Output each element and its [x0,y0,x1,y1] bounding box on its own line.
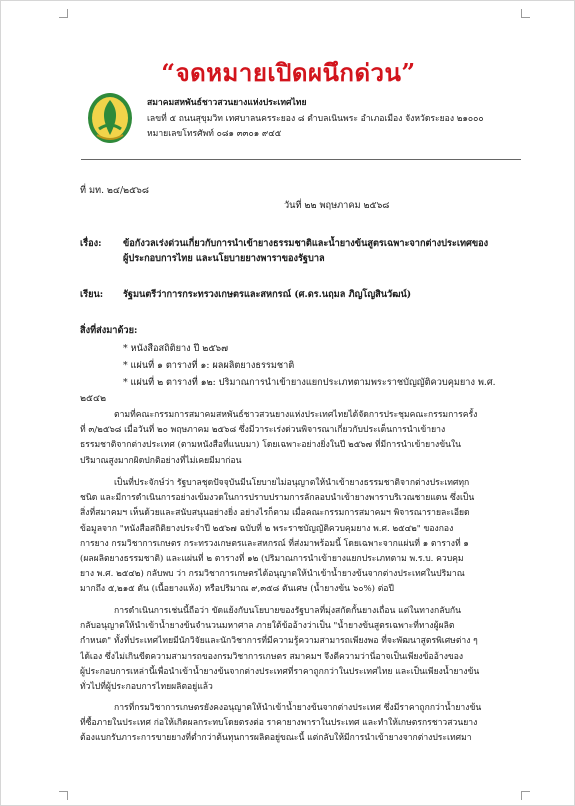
body-line: ที่ซื้อภายในประเทศ ก่อให้เกิดผลกระทบโดยตรงต่อ ราคายางพาราในประเทศ และทำให้เกษตรกรชาวสวนยาง [80,718,478,729]
body-line: ปริมาณสูงมากผิดปกติอย่างที่ไม่เคยมีมาก่อน [80,455,242,466]
org-letterhead [147,96,484,143]
recipient: รัฐมนตรีว่าการกระทรวงเกษตรและสหกรณ์ (ศ.ดร.นฤมล ภิญโญสินวัฒน์) [123,289,412,300]
body-line: กำหนด" ทั้งที่ประเทศไทยมีนักวิจัยและนักวิชาการที่มีความรู้ความสามารถเพียงพอ ที่จะพัฒนาสูตรพิเศษต่าง ๆ [80,636,478,647]
body-line: (ผลผลิตยางธรรมชาติ) และแผ่นที่ ๒ ตารางที่ ๑๒ (ปริมาณการนำเข้ายางแยกประเภทตาม พ.ร.บ. ควบคุม [80,554,464,565]
letter-headline: “จดหมายเปิดผนึกด่วน” [161,58,416,87]
body-line: ผู้ประกอบการเหล่านี้เพื่อนำเข้าน้ำยางข้นจากต่างประเทศที่ราคาถูกกว่าในประเทศไทย และเป็นเพียงน้ำยางข้น [80,666,480,677]
body-line: ได้เอง ซึ่งไม่เกินขีดความสามารถของกรมวิชาการเกษตร สมาคมฯ จึงตีความว่านี่อาจเป็นเพียงข้ออ้างของ [80,651,464,662]
body-paragraph-3 [80,604,519,695]
crop-mark [59,791,68,800]
letter-date: วันที่ ๒๒ พฤษภาคม ๒๕๖๘ [284,200,390,211]
org-name: สมาคมสหพันธ์ชาวสวนยางแห่งประเทศไทย [147,98,307,108]
attachment-item: * แผ่นที่ ๑ ตารางที่ ๑: ผลผลิตยางธรรมชาติ [123,360,295,371]
crop-mark [521,791,530,800]
attachment-item: * หนังสือสถิติยาง ปี ๒๕๖๗ [123,343,229,354]
body-line: ที่ ๓/๒๕๖๘ เมื่อวันที่ ๒๐ พฤษภาคม ๒๕๖๘ ซึ่งมีวาระเร่งด่วนพิจารณาเกี่ยวกับประเด็นการนำเข้ายาง [80,425,446,436]
body-line: การที่กรมวิชาการเกษตรยังคงอนุญาตให้นำเข้าน้ำยางข้นจากต่างประเทศ ซึ่งมีราคาถูกกว่าน้ำยางข้น [114,703,482,713]
crop-mark [59,9,68,18]
org-phone: หมายเลขโทรศัพท์ ๐๘๑ ๓๓๐๑ ๙๔๕ [147,129,282,139]
subject-label: เรื่อง: [80,238,102,249]
body-line: กลับอนุญาตให้นำเข้าน้ำยางข้นจำนวนมหาศาล ภายใต้ข้ออ้างว่าเป็น "น้ำยางข้นสูตรเฉพาะที่ทางผู้ผลิต [80,621,455,632]
body-line: สิ่งที่สมาคมฯ เห็นด้วยและสนับสนุนอย่างยิ่ง อย่างไรก็ตาม เมื่อคณะกรรมการสมาคมฯ พิจารณารายละเอียด [80,508,470,519]
body-line: ข้อมูลจาก "หนังสือสถิติยางประจำปี ๒๕๖๗ ฉบับที่ ๒ พระราชบัญญัติควบคุมยาง พ.ศ. ๒๕๔๒" ของกอง [80,523,454,534]
body-paragraph-2 [80,476,519,598]
subject-line-2: ผู้ประกอบการไทย และนโยบายยางพาราของรัฐบาล [123,253,325,264]
body-line: ชนิด และมีการดำเนินการอย่างเข้มงวดในการปราบปรามการลักลอบนำเข้ายางพาราบริเวณชายแดน ซึ่งเป็น [80,493,475,504]
attachments-label: สิ่งที่ส่งมาด้วย: [80,325,138,336]
body-line: ยาง พ.ศ. ๒๕๔๒) กลับพบ ว่า กรมวิชาการเกษตรได้อนุญาตให้นำเข้าน้ำยางข้นจากต่างประเทศในปริมาณ [80,569,465,580]
body-line: ตามที่คณะกรรมการสมาคมสหพันธ์ชาวสวนยางแห่งประเทศไทยได้จัดการประชุมคณะกรรมการครั้ง [114,410,478,420]
body-paragraph-4 [80,701,519,747]
to-label: เรียน: [80,289,104,300]
body-line: ทั่วไปที่ผู้ประกอบการไทยผลิตอยู่แล้ว [80,682,213,693]
body-line: เป็นที่ประจักษ์ว่า รัฐบาลชุดปัจจุบันมีนโยบายไม่อนุญาตให้นำเข้ายางธรรมชาติจากต่างประเทศทุก [114,478,470,488]
body-line: การยาง กรมวิชาการเกษตร กระทรวงเกษตรและสหกรณ์ ที่ส่งมาพร้อมนี้ โดยเฉพาะจากแผ่นที่ ๑ ตารางที่ ๑ [80,538,469,549]
subject-line-1: ข้อกังวลเร่งด่วนเกี่ยวกับการนำเข้ายางธรรมชาติและน้ำยางข้นสูตรเฉพาะจากต่างประเทศของ [123,238,489,249]
body-paragraph-1 [80,408,519,469]
crop-mark [521,9,530,18]
header-divider [81,159,521,160]
attachment-item: * แผ่นที่ ๒ ตารางที่ ๑๒: ปริมาณการนำเข้ายางแยกประเภทตามพระราชบัญญัติควบคุมยาง พ.ศ. [123,377,496,388]
body-line: ต้องแบกรับภาระการขายยางที่ต่ำกว่าต้นทุนการผลิตอยู่ขณะนี้ แต่กลับให้มีการนำเข้ายางจากต่างประเทศมา [80,733,472,744]
attachment-item-continued: ๒๕๔๒ [80,393,107,404]
association-logo-icon [85,91,135,145]
body-line: การดำเนินการเช่นนี้ถือว่า ขัดแย้งกับนโยบายของรัฐบาลที่มุ่งสกัดกั้นยางเถื่อน แต่ในทางกลับกัน [114,606,461,616]
reference-number: ที่ มท. ๒๔/๒๕๖๘ [80,185,149,196]
body-line: ธรรมชาติจากต่างประเทศ (ตามหนังสือที่แนบมา) โดยเฉพาะอย่างยิ่งในปี ๒๕๖๗ ที่มีการนำเข้ายางข้นใน [80,440,462,451]
body-line: มากถึง ๕,๒๑๕ ตัน (เนื้อยางแห้ง) หรือปริมาณ ๙,๓๕๘ ตันเศษ (น้ำยางข้น ๖๐%) ต่อปี [80,584,394,595]
org-address: เลขที่ ๕ ถนนสุขุมวิท เทศบาลนครระยอง ๘ ตำบลเนินพระ อำเภอเมือง จังหวัดระยอง ๒๑๐๐๐ [147,113,484,124]
